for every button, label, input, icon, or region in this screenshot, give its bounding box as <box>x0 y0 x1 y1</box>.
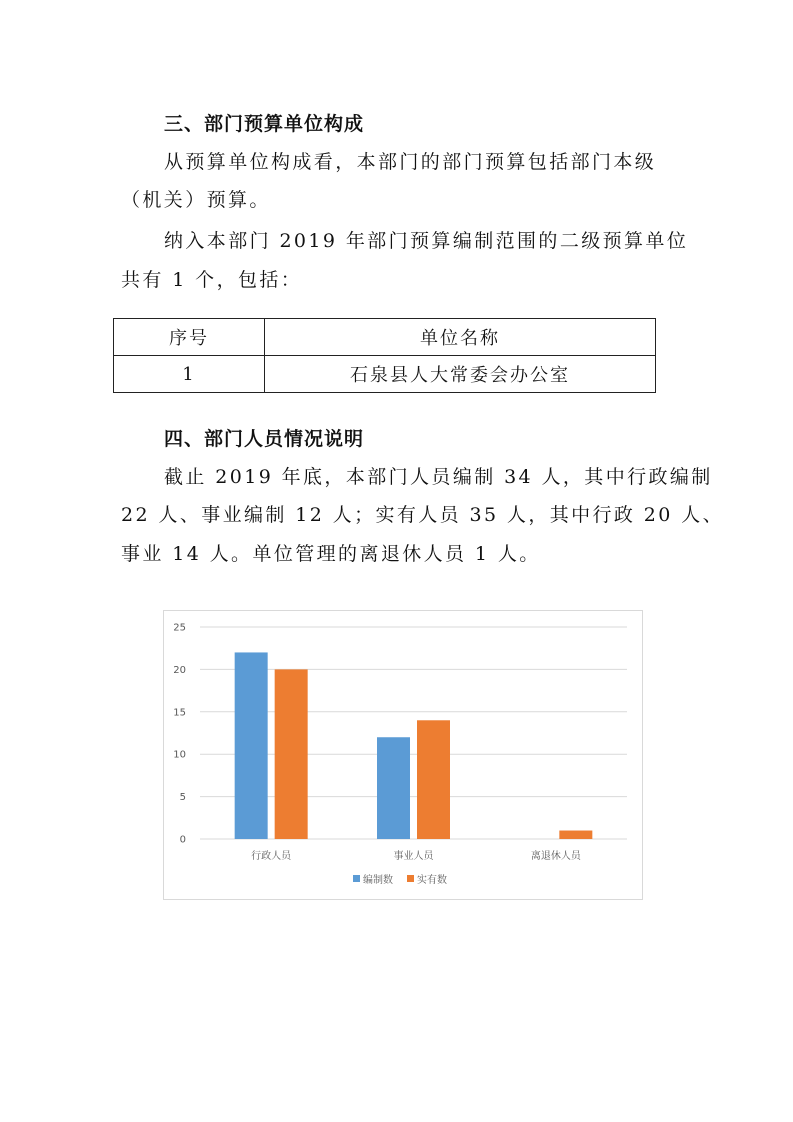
legend-swatch <box>407 875 414 882</box>
x-tick-label: 事业人员 <box>393 851 434 862</box>
bar <box>417 720 450 839</box>
y-tick-label: 15 <box>173 707 186 719</box>
chart-canvas <box>164 611 642 899</box>
legend-label: 实有数 <box>417 875 447 886</box>
x-tick-label: 行政人员 <box>251 851 292 862</box>
unit-table <box>113 318 656 393</box>
y-tick-label: 25 <box>173 622 186 634</box>
table-row <box>114 356 656 393</box>
section4-line2: 22 人、事业编制 12 人；实有人员 35 人，其中行政 20 人、 <box>121 504 724 526</box>
section4-heading: 四、部门人员情况说明 <box>164 428 365 450</box>
legend-swatch <box>353 875 360 882</box>
section3-para1-line1: 从预算单位构成看，本部门的部门预算包括部门本级 <box>164 151 657 173</box>
row-unit-name: 石泉县人大常委会办公室 <box>265 356 656 393</box>
section3-heading: 三、部门预算单位构成 <box>164 113 365 135</box>
bar <box>235 652 268 839</box>
section3-para2-line2: 共有 1 个，包括： <box>121 269 303 291</box>
y-tick-label: 0 <box>179 834 186 846</box>
unit-table-header-row <box>114 319 656 356</box>
section3-para1-line2: （机关）预算。 <box>121 189 271 211</box>
section4-line3: 事业 14 人。单位管理的离退休人员 1 人。 <box>121 543 541 565</box>
header-index: 序号 <box>114 319 265 356</box>
staff-bar-chart <box>163 610 643 900</box>
legend-label: 编制数 <box>363 875 393 886</box>
row-index: 1 <box>114 356 265 393</box>
bar <box>275 669 308 839</box>
header-unit-name: 单位名称 <box>265 319 656 356</box>
y-tick-label: 5 <box>179 792 186 804</box>
section3-para2-line1: 纳入本部门 2019 年部门预算编制范围的二级预算单位 <box>164 230 689 252</box>
section4-line1: 截止 2019 年底，本部门人员编制 34 人，其中行政编制 <box>164 466 713 488</box>
x-tick-label: 离退休人员 <box>530 851 581 862</box>
y-tick-label: 10 <box>173 749 186 761</box>
bar <box>559 831 592 839</box>
y-tick-label: 20 <box>173 664 186 676</box>
bar <box>377 737 410 839</box>
